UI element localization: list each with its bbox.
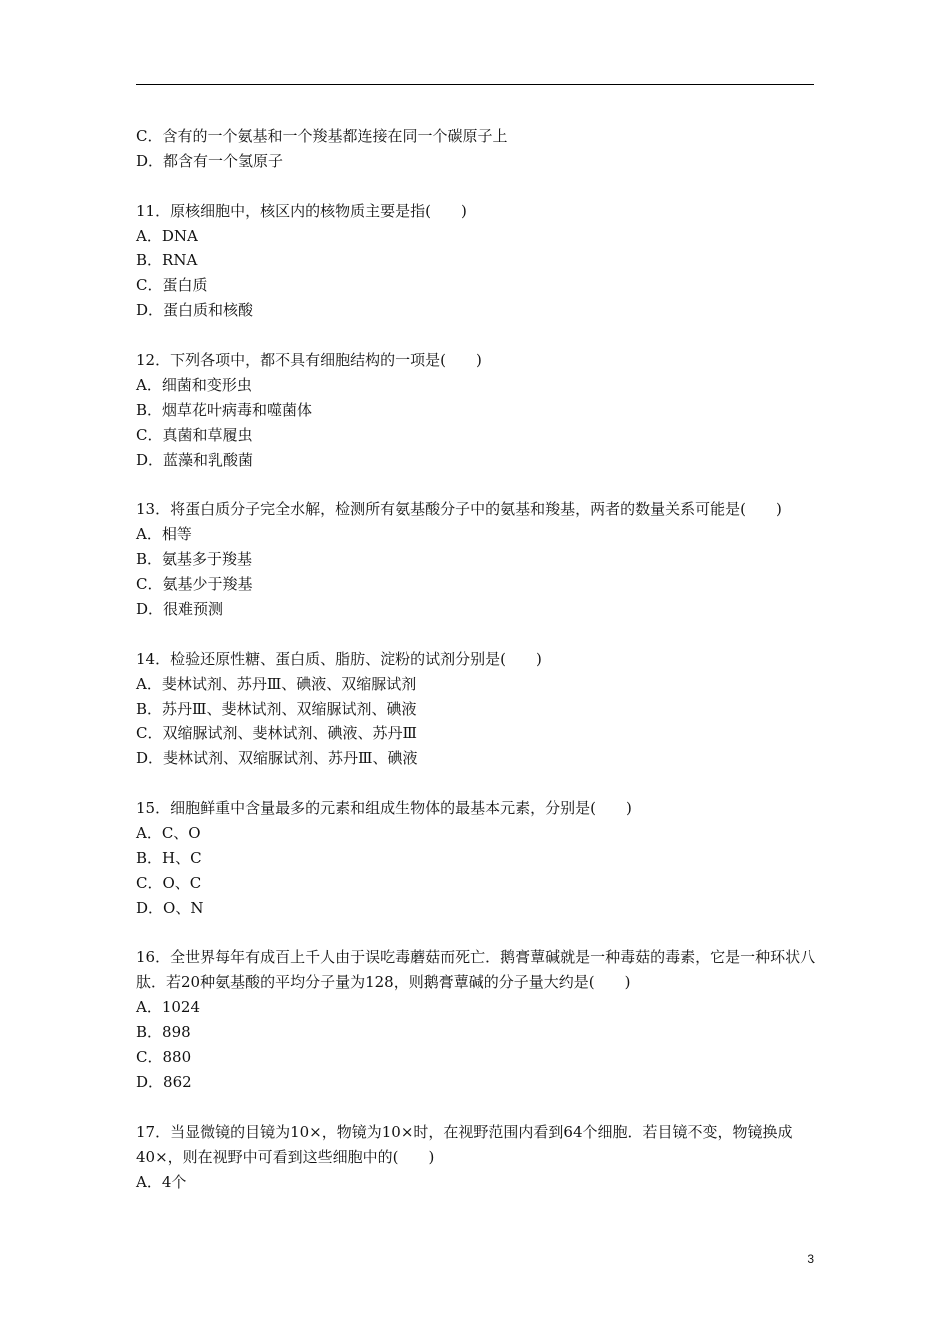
answer-option: A．DNA	[136, 226, 198, 245]
question-block	[136, 796, 816, 920]
question-block	[136, 647, 816, 771]
answer-option: A．细菌和变形虫	[136, 375, 252, 394]
answer-option: A．1024	[136, 998, 201, 1017]
question-list	[136, 124, 816, 1194]
answer-option: D．很难预测	[136, 599, 224, 618]
answer-option: C．双缩脲试剂、斐林试剂、碘液、苏丹Ⅲ	[136, 724, 417, 743]
question-stem: 17．当显微镜的目镜为10×，物镜为10×时，在视野范围内看到64个细胞．若目镜不变，物镜换成40×，则在视野中可看到这些细胞中的( )	[136, 1122, 793, 1166]
page-number: 3	[807, 1252, 814, 1266]
question-stem: 16．全世界每年有成百上千人由于误吃毒蘑菇而死亡．鹅膏蕈碱就是一种毒菇的毒素，它是一种环状八肽．若20种氨基酸的平均分子量为128，则鹅膏蕈碱的分子量大约是( )	[136, 948, 816, 992]
answer-option: D．O、N	[136, 898, 204, 917]
question-stem: 12．下列各项中，都不具有细胞结构的一项是( )	[136, 351, 482, 370]
question-block	[136, 348, 816, 472]
question-block	[136, 199, 816, 323]
question-stem: 13．将蛋白质分子完全水解，检测所有氨基酸分子中的氨基和羧基，两者的数量关系可能是( )	[136, 500, 782, 519]
question-block	[136, 497, 816, 621]
answer-option: D．都含有一个氢原子	[136, 151, 284, 170]
answer-option: B．烟草花叶病毒和噬菌体	[136, 400, 313, 419]
answer-option: D．蓝藻和乳酸菌	[136, 450, 254, 469]
question-block	[136, 1120, 816, 1195]
answer-option: C．880	[136, 1048, 192, 1067]
answer-option: D．蛋白质和核酸	[136, 301, 254, 320]
answer-option: A．C、O	[136, 824, 201, 843]
question-block	[136, 945, 816, 1094]
answer-option: C．蛋白质	[136, 276, 208, 295]
answer-option: A．4个	[136, 1172, 187, 1191]
question-stem: 14．检验还原性糖、蛋白质、脂肪、淀粉的试剂分别是( )	[136, 649, 542, 668]
answer-option: C．真菌和草履虫	[136, 425, 253, 444]
answer-option: D．斐林试剂、双缩脲试剂、苏丹Ⅲ、碘液	[136, 749, 418, 768]
header-rule	[136, 84, 814, 85]
answer-option: D．862	[136, 1072, 192, 1091]
answer-option: C．氨基少于羧基	[136, 575, 253, 594]
answer-option: C．含有的一个氨基和一个羧基都连接在同一个碳原子上	[136, 127, 508, 145]
answer-option: B．氨基多于羧基	[136, 550, 253, 569]
answer-option: A．斐林试剂、苏丹Ⅲ、碘液、双缩脲试剂	[136, 674, 417, 693]
answer-option: A．相等	[136, 525, 192, 544]
answer-option: B．苏丹Ⅲ、斐林试剂、双缩脲试剂、碘液	[136, 699, 417, 718]
answer-option: B．RNA	[136, 251, 198, 270]
answer-option: B．H、C	[136, 848, 202, 867]
question-stem: 15．细胞鲜重中含量最多的元素和组成生物体的最基本元素，分别是( )	[136, 799, 632, 818]
answer-option: C．O、C	[136, 873, 202, 892]
question-stem: 11．原核细胞中，核区内的核物质主要是指( )	[136, 201, 467, 220]
question-block	[136, 124, 816, 174]
answer-option: B．898	[136, 1023, 191, 1042]
